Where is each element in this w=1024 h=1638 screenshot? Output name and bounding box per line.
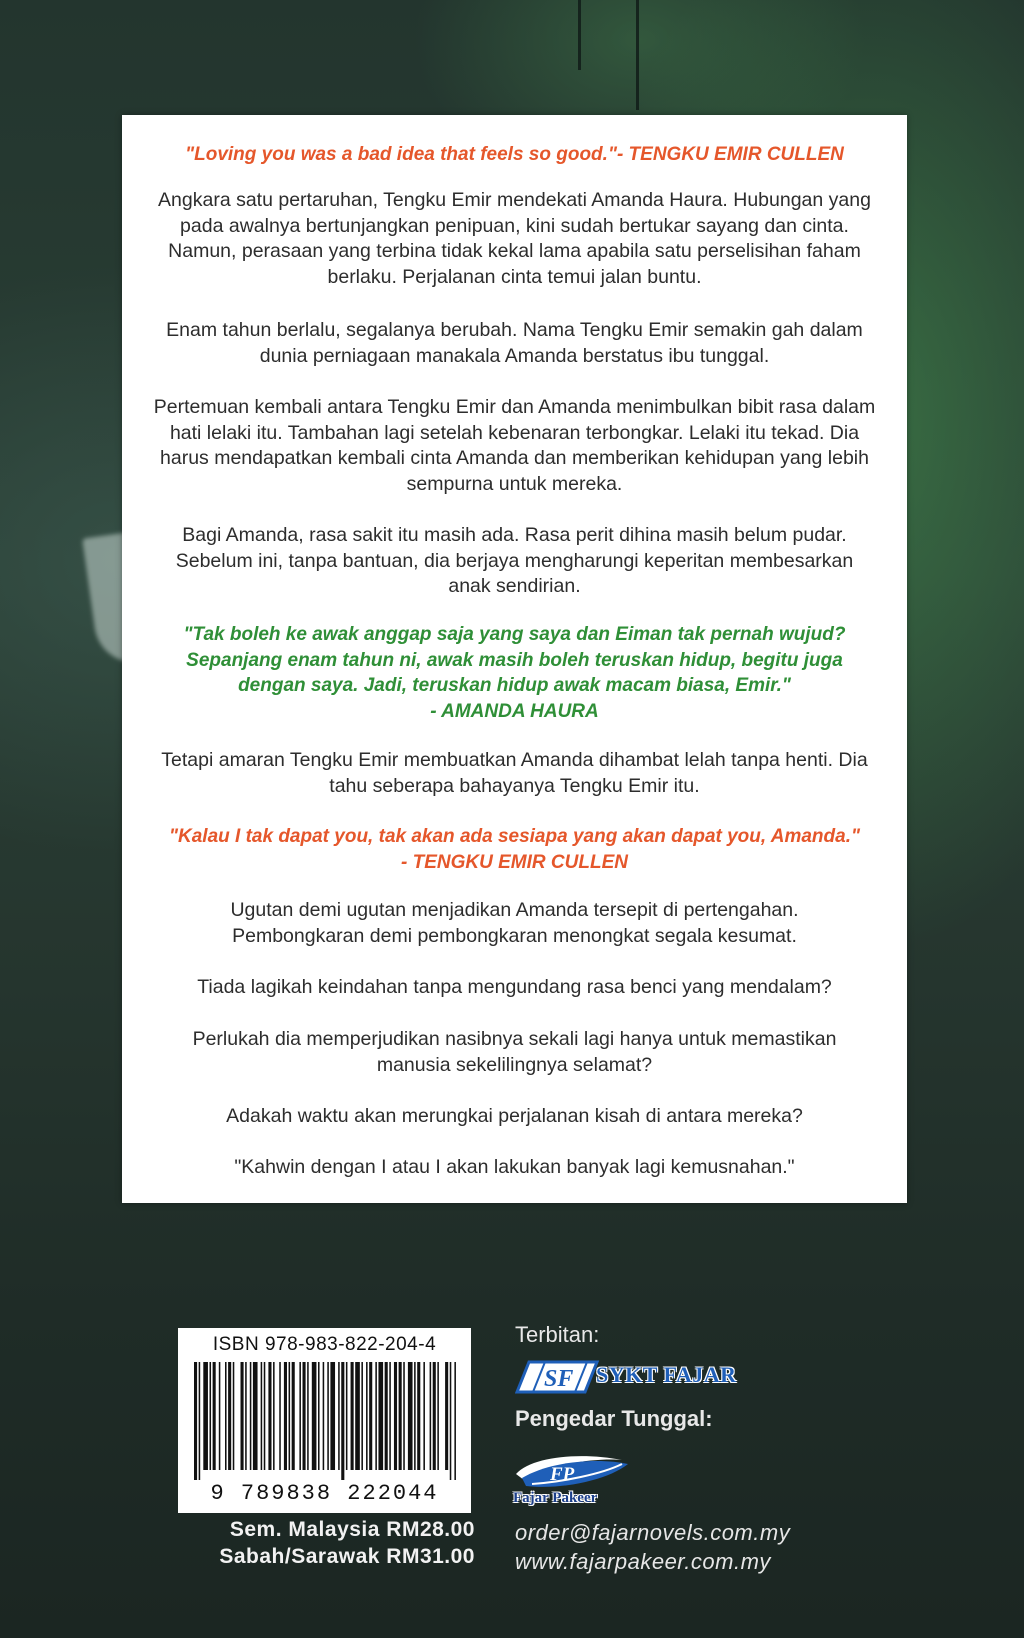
opening-quote: "Loving you was a bad idea that feels so good."- TENGKU EMIR CULLEN	[185, 144, 844, 165]
barcode-bar	[318, 1362, 320, 1470]
emir-quote-attribution: - TENGKU EMIR CULLEN	[401, 852, 628, 873]
barcode-bar	[292, 1362, 295, 1470]
synopsis-paragraph: Pertemuan kembali antara Tengku Emir dan Amanda menimbulkan bibit rasa dalam hati lelaki itu. Tambahan lagi setelah kebenaran terbongkar. Lelaki itu tekad. Dia harus mendapatkan kembali cinta Amanda dan memberikan kehidupan yang lebih sempurna untuk mereka.	[153, 396, 876, 495]
barcode-bar	[289, 1362, 291, 1470]
amanda-quote-attribution: - AMANDA HAURA	[430, 701, 599, 722]
synopsis-paragraph: Angkara satu pertaruhan, Tengku Emir mendekati Amanda Haura. Hubungan yang pada awalnya bertunjangkan penipuan, kini sudah bertukar sayang dan cinta. Namun, perasaan yang terbina tidak kekal lama apabila satu perselisihan faham berlaku. Perjalanan cinta temui jalan buntu.	[158, 189, 871, 288]
barcode-bar	[268, 1362, 271, 1470]
barcode-bar	[279, 1362, 281, 1470]
isbn-barcode	[178, 1328, 471, 1513]
barcode-bar	[261, 1362, 263, 1470]
price-east-malaysia: Sabah/Sarawak RM31.00	[219, 1545, 475, 1568]
barcode-bar	[338, 1362, 340, 1470]
background-strand	[636, 0, 639, 110]
barcode-bar	[378, 1362, 383, 1470]
barcode-bar	[273, 1362, 275, 1470]
publisher-name: SYKT FAJAR	[596, 1362, 737, 1387]
barcode-bar	[454, 1362, 456, 1480]
barcode-bar	[403, 1362, 405, 1470]
price-peninsular: Sem. Malaysia RM28.00	[229, 1518, 475, 1541]
emir-quote: "Kalau I tak dapat you, tak akan ada sesiapa yang akan dapat you, Amanda."	[169, 826, 860, 847]
barcode-bar	[253, 1362, 258, 1470]
barcode-bar	[361, 1362, 363, 1470]
barcode-bar	[414, 1362, 416, 1470]
barcode-bar	[355, 1362, 360, 1470]
barcode-bar	[450, 1362, 452, 1480]
barcode-bar	[203, 1362, 208, 1470]
barcode-bar	[433, 1362, 436, 1470]
barcode-bars	[194, 1362, 456, 1480]
barcode-bar	[385, 1362, 388, 1470]
barcode-bar	[408, 1362, 413, 1470]
barcode-bar	[366, 1362, 368, 1470]
sykt-logo-mark: SF	[544, 1366, 574, 1392]
barcode-bar	[399, 1362, 402, 1470]
barcode-bar	[430, 1362, 432, 1470]
publisher-label: Terbitan:	[515, 1322, 600, 1347]
distributor-name: Fajar Pakeer	[513, 1490, 598, 1506]
barcode-bar	[233, 1362, 235, 1470]
synopsis-paragraph: Bagi Amanda, rasa sakit itu masih ada. Rasa perit dihina masih belum pudar. Sebelum ini, tanpa bantuan, dia berjaya mengharungi keperitan membesarkan anak sendirian.	[175, 524, 854, 597]
barcode-bar	[327, 1362, 329, 1470]
barcode-bar	[445, 1362, 448, 1470]
barcode-digits: 9 789838 222044	[210, 1481, 439, 1506]
barcode-bar	[417, 1362, 420, 1470]
barcode-bar	[330, 1362, 335, 1470]
barcode-bar	[228, 1362, 231, 1470]
background-strand	[578, 0, 581, 70]
barcode-bar	[369, 1362, 372, 1470]
barcode-bar	[394, 1362, 397, 1470]
barcode-bar	[284, 1362, 287, 1470]
fp-logo-mark: FP	[550, 1464, 575, 1485]
barcode-bar	[213, 1362, 216, 1470]
synopsis-paragraph: Enam tahun berlalu, segalanya berubah. Nama Tengku Emir semakin gah dalam dunia perniagaan manakala Amanda berstatus ibu tunggal.	[166, 319, 863, 367]
barcode-bar	[219, 1362, 221, 1470]
barcode-bar	[346, 1362, 348, 1470]
barcode-bar	[323, 1362, 325, 1470]
barcode-bar	[241, 1362, 244, 1470]
website-link[interactable]: www.fajarpakeer.com.my	[515, 1549, 771, 1574]
synopsis-paragraph: Adakah waktu akan merungkai perjalanan kisah di antara mereka?	[226, 1105, 803, 1127]
barcode-bar	[245, 1362, 247, 1470]
barcode-bar	[307, 1362, 309, 1470]
barcode-bar	[389, 1362, 391, 1470]
isbn-number: ISBN 978-983-822-204-4	[212, 1334, 437, 1355]
barcode-bar	[199, 1362, 201, 1480]
synopsis-paragraph: Ugutan demi ugutan menjadikan Amanda tersepit di pertengahan. Pembongkaran demi pembongkaran menongkat segala kesumat.	[230, 899, 799, 947]
barcode-bar	[210, 1362, 212, 1470]
order-email[interactable]: order@fajarnovels.com.my	[515, 1520, 791, 1545]
synopsis-paragraph: Tiada lagikah keindahan tanpa mengundang rasa benci yang mendalam?	[197, 976, 832, 998]
barcode-bar	[437, 1362, 439, 1470]
amanda-quote: "Tak boleh ke awak anggap saja yang saya dan Eiman tak pernah wujud? Sepanjang enam tahun ni, awak masih boleh teruskan hidup, begitu juga dengan saya. Jadi, teruskan hidup awak macam biasa, Emir."	[183, 624, 846, 696]
barcode-bar	[341, 1362, 344, 1480]
barcode-bar	[351, 1362, 354, 1470]
synopsis-panel	[122, 115, 907, 1203]
barcode-bar	[423, 1362, 425, 1470]
barcode-bar	[194, 1362, 197, 1480]
barcode-bar	[375, 1362, 377, 1470]
distributor-label: Pengedar Tunggal:	[515, 1406, 713, 1431]
barcode-bar	[312, 1362, 317, 1470]
synopsis-paragraph: Tetapi amaran Tengku Emir membuatkan Amanda dihambat lelah tanpa henti. Dia tahu seberapa bahayanya Tengku Emir itu.	[161, 749, 868, 797]
barcode-bar	[299, 1362, 301, 1470]
barcode-bar	[250, 1362, 252, 1470]
closing-quote: "Kahwin dengan I atau I akan lakukan banyak lagi kemusnahan."	[234, 1156, 795, 1178]
barcode-bar	[225, 1362, 227, 1470]
barcode-bar	[264, 1362, 266, 1470]
barcode-bar	[303, 1362, 306, 1470]
synopsis-paragraph: Perlukah dia memperjudikan nasibnya sekali lagi hanya untuk memastikan manusia sekelilingnya selamat?	[192, 1028, 837, 1076]
